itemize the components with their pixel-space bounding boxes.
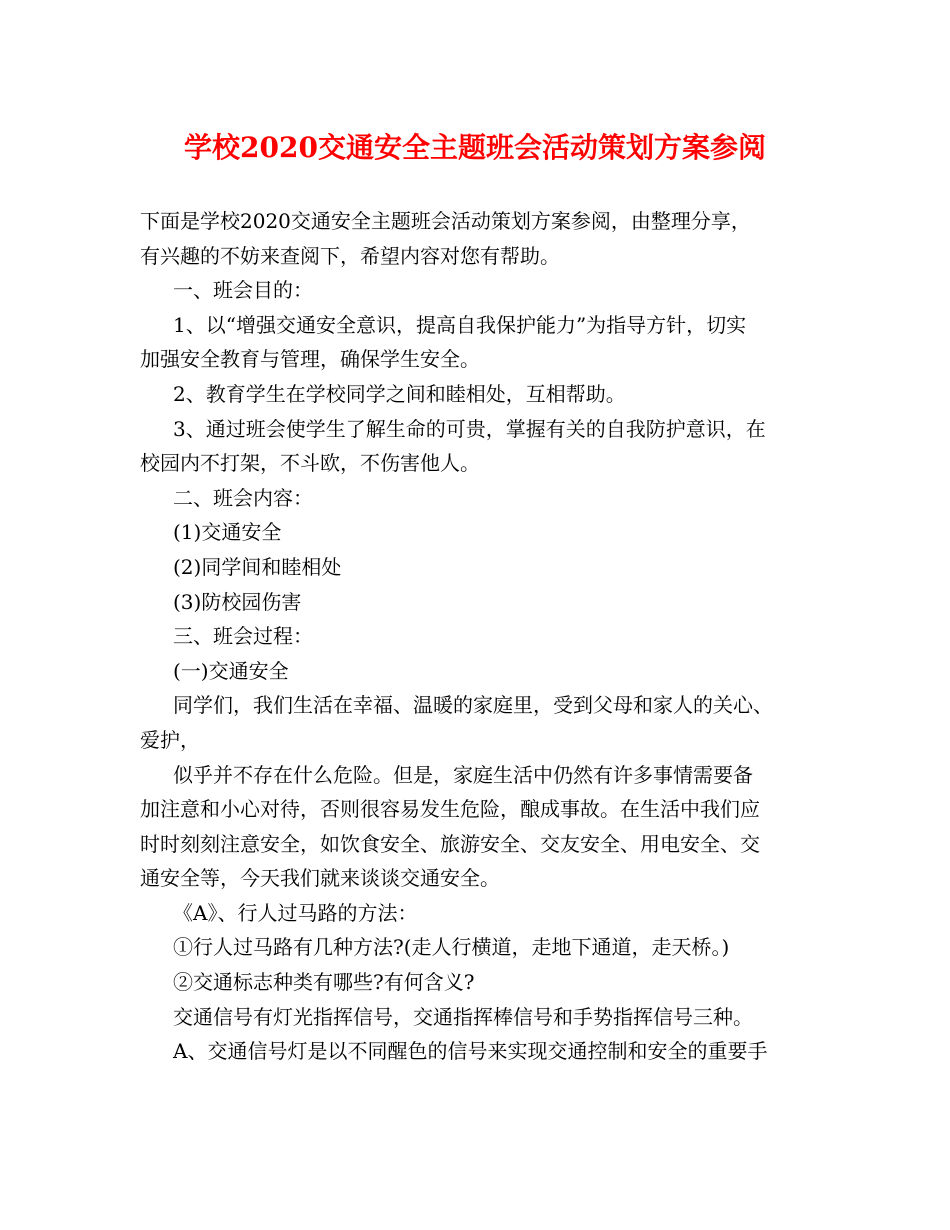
paragraph-line: A、交通信号灯是以不同醒色的信号来实现交通控制和安全的重要手 <box>173 1039 768 1064</box>
document-title: 学校2020交通安全主题班会活动策划方案参阅 <box>184 131 766 164</box>
section-heading: 三、班会过程： <box>173 624 313 649</box>
section-heading: 二、班会内容： <box>173 485 313 510</box>
list-item: (3)防校园伤害 <box>173 589 302 614</box>
paragraph-line: 通安全等，今天我们就来谈谈交通安全。 <box>140 866 500 891</box>
paragraph-line: 校园内不打架，不斗欧，不伤害他人。 <box>140 451 480 476</box>
paragraph-line: 3、通过班会使学生了解生命的可贵，掌握有关的自我防护意识，在 <box>173 416 766 441</box>
paragraph-line: 爱护， <box>140 727 200 752</box>
list-item: ①行人过马路有几种方法?(走人行横道，走地下通道，走天桥。) <box>173 935 730 960</box>
paragraph-line: 加注意和小心对待，否则很容易发生危险，酿成事故。在生活中我们应 <box>140 797 760 822</box>
paragraph-line: 同学们，我们生活在幸福、温暖的家庭里，受到父母和家人的关心、 <box>173 693 773 718</box>
paragraph-line: 下面是学校2020交通安全主题班会活动策划方案参阅，由整理分享， <box>140 209 751 233</box>
list-item: (1)交通安全 <box>173 520 282 545</box>
document-body <box>140 204 820 1069</box>
paragraph-line: 1、以“增强交通安全意识，提高自我保护能力”为指导方针，切实 <box>173 312 747 337</box>
paragraph-line: 加强安全教育与管理，确保学生安全。 <box>140 347 480 372</box>
subsection-heading: (一)交通安全 <box>173 658 289 683</box>
paragraph-line: 有兴趣的不妨来查阅下，希望内容对您有帮助。 <box>140 243 560 268</box>
paragraph-line: 2、教育学生在学校同学之间和睦相处，互相帮助。 <box>173 381 626 406</box>
paragraph-line: 时时刻刻注意安全，如饮食安全、旅游安全、交友安全、用电安全、交 <box>140 831 760 856</box>
list-item: ②交通标志种类有哪些?有何含义? <box>173 970 475 995</box>
section-heading: 一、班会目的： <box>173 278 313 303</box>
paragraph-line: 似乎并不存在什么危险。但是，家庭生活中仍然有许多事情需要备 <box>173 762 753 787</box>
subsection-heading: 《A》、行人过马路的方法： <box>173 900 418 925</box>
paragraph-line: 交通信号有灯光指挥信号，交通指挥棒信号和手势指挥信号三种。 <box>173 1004 753 1029</box>
list-item: (2)同学间和睦相处 <box>173 554 342 579</box>
